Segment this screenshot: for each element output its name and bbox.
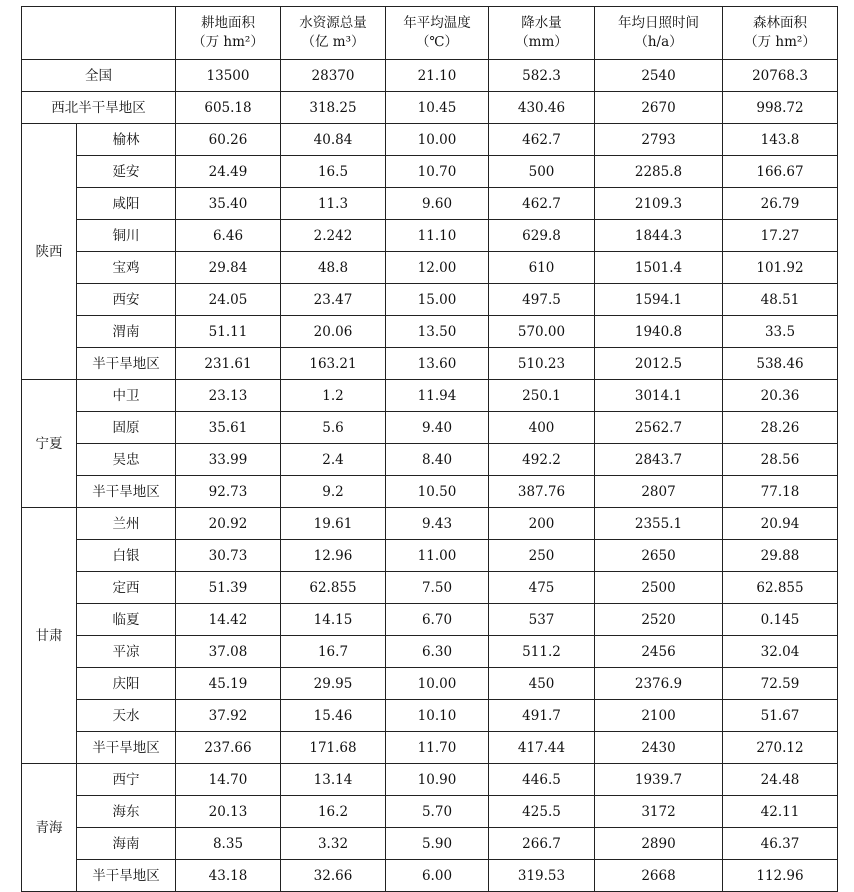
value-cell: 2520	[595, 604, 723, 636]
value-cell: 15.46	[281, 700, 386, 732]
table-header	[22, 7, 838, 60]
value-cell: 7.50	[386, 572, 489, 604]
value-cell: 14.70	[176, 764, 281, 796]
value-cell: 0.145	[723, 604, 838, 636]
header-name: 耕地面积	[201, 15, 255, 31]
value-cell: 2500	[595, 572, 723, 604]
table-row	[22, 508, 838, 540]
header-corner-cell	[22, 7, 176, 60]
table-row	[22, 604, 838, 636]
value-cell: 400	[489, 412, 595, 444]
value-cell: 10.00	[386, 124, 489, 156]
table-row	[22, 188, 838, 220]
value-cell: 1501.4	[595, 252, 723, 284]
region-cell: 半干旱地区	[77, 476, 176, 508]
value-cell: 35.40	[176, 188, 281, 220]
value-cell: 16.2	[281, 796, 386, 828]
value-cell: 270.12	[723, 732, 838, 764]
value-cell: 319.53	[489, 860, 595, 892]
value-cell: 500	[489, 156, 595, 188]
value-cell: 497.5	[489, 284, 595, 316]
value-cell: 2285.8	[595, 156, 723, 188]
value-cell: 237.66	[176, 732, 281, 764]
value-cell: 14.42	[176, 604, 281, 636]
value-cell: 33.5	[723, 316, 838, 348]
table-row	[22, 668, 838, 700]
value-cell: 2807	[595, 476, 723, 508]
region-cell: 半干旱地区	[77, 860, 176, 892]
header-cell	[176, 7, 281, 60]
value-cell: 112.96	[723, 860, 838, 892]
value-cell: 3014.1	[595, 380, 723, 412]
value-cell: 23.13	[176, 380, 281, 412]
region-cell: 中卫	[77, 380, 176, 412]
value-cell: 475	[489, 572, 595, 604]
value-cell: 48.51	[723, 284, 838, 316]
region-cell: 半干旱地区	[77, 732, 176, 764]
table-row	[22, 284, 838, 316]
value-cell: 2430	[595, 732, 723, 764]
header-cell	[489, 7, 595, 60]
data-table	[21, 6, 838, 892]
table-body	[22, 60, 838, 892]
value-cell: 28370	[281, 60, 386, 92]
value-cell: 13.50	[386, 316, 489, 348]
value-cell: 250	[489, 540, 595, 572]
value-cell: 1844.3	[595, 220, 723, 252]
header-name: 年平均温度	[403, 15, 471, 31]
value-cell: 62.855	[281, 572, 386, 604]
table-row	[22, 636, 838, 668]
value-cell: 2843.7	[595, 444, 723, 476]
value-cell: 12.00	[386, 252, 489, 284]
value-cell: 450	[489, 668, 595, 700]
value-cell: 20.92	[176, 508, 281, 540]
header-name: 水资源总量	[299, 15, 367, 31]
region-cell: 白银	[77, 540, 176, 572]
value-cell: 1.2	[281, 380, 386, 412]
region-cell: 吴忠	[77, 444, 176, 476]
value-cell: 2100	[595, 700, 723, 732]
value-cell: 537	[489, 604, 595, 636]
table-row	[22, 732, 838, 764]
region-cell: 宝鸡	[77, 252, 176, 284]
value-cell: 20.36	[723, 380, 838, 412]
value-cell: 610	[489, 252, 595, 284]
value-cell: 510.23	[489, 348, 595, 380]
value-cell: 11.10	[386, 220, 489, 252]
region-cell: 榆林	[77, 124, 176, 156]
value-cell: 24.05	[176, 284, 281, 316]
value-cell: 9.2	[281, 476, 386, 508]
header-unit: （h/a）	[634, 34, 683, 50]
value-cell: 51.39	[176, 572, 281, 604]
value-cell: 2012.5	[595, 348, 723, 380]
value-cell: 13.60	[386, 348, 489, 380]
header-cell	[595, 7, 723, 60]
value-cell: 16.7	[281, 636, 386, 668]
value-cell: 2650	[595, 540, 723, 572]
value-cell: 16.5	[281, 156, 386, 188]
value-cell: 231.61	[176, 348, 281, 380]
value-cell: 1594.1	[595, 284, 723, 316]
table-row	[22, 796, 838, 828]
table-row	[22, 156, 838, 188]
value-cell: 2.242	[281, 220, 386, 252]
value-cell: 492.2	[489, 444, 595, 476]
table-row	[22, 860, 838, 892]
region-cell: 海南	[77, 828, 176, 860]
value-cell: 13500	[176, 60, 281, 92]
value-cell: 200	[489, 508, 595, 540]
region-cell: 咸阳	[77, 188, 176, 220]
region-cell: 延安	[77, 156, 176, 188]
province-cell: 宁夏	[22, 380, 77, 508]
value-cell: 92.73	[176, 476, 281, 508]
value-cell: 35.61	[176, 412, 281, 444]
value-cell: 60.26	[176, 124, 281, 156]
value-cell: 266.7	[489, 828, 595, 860]
table-row	[22, 828, 838, 860]
value-cell: 2355.1	[595, 508, 723, 540]
value-cell: 30.73	[176, 540, 281, 572]
value-cell: 11.70	[386, 732, 489, 764]
value-cell: 46.37	[723, 828, 838, 860]
region-cell: 半干旱地区	[77, 348, 176, 380]
value-cell: 570.00	[489, 316, 595, 348]
region-cell: 临夏	[77, 604, 176, 636]
value-cell: 250.1	[489, 380, 595, 412]
value-cell: 998.72	[723, 92, 838, 124]
value-cell: 29.95	[281, 668, 386, 700]
value-cell: 6.00	[386, 860, 489, 892]
value-cell: 2793	[595, 124, 723, 156]
value-cell: 582.3	[489, 60, 595, 92]
value-cell: 21.10	[386, 60, 489, 92]
value-cell: 1939.7	[595, 764, 723, 796]
value-cell: 20.06	[281, 316, 386, 348]
value-cell: 11.3	[281, 188, 386, 220]
value-cell: 143.8	[723, 124, 838, 156]
value-cell: 20768.3	[723, 60, 838, 92]
table-row	[22, 764, 838, 796]
header-unit: （万 hm²）	[744, 34, 816, 50]
value-cell: 20.13	[176, 796, 281, 828]
value-cell: 19.61	[281, 508, 386, 540]
region-cell: 平凉	[77, 636, 176, 668]
header-name: 森林面积	[753, 15, 807, 31]
value-cell: 51.67	[723, 700, 838, 732]
value-cell: 2668	[595, 860, 723, 892]
value-cell: 29.88	[723, 540, 838, 572]
header-row	[22, 7, 838, 60]
value-cell: 17.27	[723, 220, 838, 252]
header-name: 降水量	[521, 15, 562, 31]
value-cell: 2456	[595, 636, 723, 668]
province-cell: 青海	[22, 764, 77, 892]
value-cell: 2540	[595, 60, 723, 92]
value-cell: 72.59	[723, 668, 838, 700]
value-cell: 462.7	[489, 124, 595, 156]
table-row	[22, 444, 838, 476]
value-cell: 23.47	[281, 284, 386, 316]
region-cell: 兰州	[77, 508, 176, 540]
table-row	[22, 700, 838, 732]
header-name: 年均日照时间	[618, 15, 699, 31]
value-cell: 40.84	[281, 124, 386, 156]
value-cell: 24.49	[176, 156, 281, 188]
value-cell: 10.10	[386, 700, 489, 732]
value-cell: 11.00	[386, 540, 489, 572]
table-row	[22, 380, 838, 412]
value-cell: 13.14	[281, 764, 386, 796]
region-cell: 铜川	[77, 220, 176, 252]
value-cell: 491.7	[489, 700, 595, 732]
table-row	[22, 348, 838, 380]
value-cell: 29.84	[176, 252, 281, 284]
value-cell: 77.18	[723, 476, 838, 508]
value-cell: 6.30	[386, 636, 489, 668]
value-cell: 33.99	[176, 444, 281, 476]
table-row	[22, 540, 838, 572]
value-cell: 9.40	[386, 412, 489, 444]
header-unit: （万 hm²）	[192, 34, 264, 50]
value-cell: 5.70	[386, 796, 489, 828]
value-cell: 2890	[595, 828, 723, 860]
summary-row	[22, 92, 838, 124]
value-cell: 3.32	[281, 828, 386, 860]
value-cell: 10.70	[386, 156, 489, 188]
table-row	[22, 572, 838, 604]
value-cell: 3172	[595, 796, 723, 828]
header-unit: （℃）	[415, 34, 459, 50]
value-cell: 28.26	[723, 412, 838, 444]
table-row	[22, 252, 838, 284]
summary-label-cell: 西北半干旱地区	[22, 92, 176, 124]
region-cell: 海东	[77, 796, 176, 828]
value-cell: 387.76	[489, 476, 595, 508]
province-cell: 甘肃	[22, 508, 77, 764]
value-cell: 6.46	[176, 220, 281, 252]
value-cell: 10.00	[386, 668, 489, 700]
value-cell: 629.8	[489, 220, 595, 252]
value-cell: 163.21	[281, 348, 386, 380]
table-row	[22, 124, 838, 156]
value-cell: 15.00	[386, 284, 489, 316]
value-cell: 37.08	[176, 636, 281, 668]
region-cell: 渭南	[77, 316, 176, 348]
value-cell: 62.855	[723, 572, 838, 604]
value-cell: 32.66	[281, 860, 386, 892]
value-cell: 1940.8	[595, 316, 723, 348]
value-cell: 8.40	[386, 444, 489, 476]
value-cell: 43.18	[176, 860, 281, 892]
value-cell: 48.8	[281, 252, 386, 284]
table-row	[22, 220, 838, 252]
value-cell: 28.56	[723, 444, 838, 476]
value-cell: 318.25	[281, 92, 386, 124]
value-cell: 5.6	[281, 412, 386, 444]
header-cell	[723, 7, 838, 60]
value-cell: 26.79	[723, 188, 838, 220]
region-cell: 庆阳	[77, 668, 176, 700]
value-cell: 2.4	[281, 444, 386, 476]
header-unit: （亿 m³）	[301, 34, 365, 50]
value-cell: 10.45	[386, 92, 489, 124]
value-cell: 42.11	[723, 796, 838, 828]
region-cell: 固原	[77, 412, 176, 444]
value-cell: 605.18	[176, 92, 281, 124]
value-cell: 446.5	[489, 764, 595, 796]
header-cell	[281, 7, 386, 60]
value-cell: 32.04	[723, 636, 838, 668]
value-cell: 101.92	[723, 252, 838, 284]
value-cell: 10.90	[386, 764, 489, 796]
value-cell: 9.60	[386, 188, 489, 220]
summary-label-cell: 全国	[22, 60, 176, 92]
region-cell: 天水	[77, 700, 176, 732]
value-cell: 166.67	[723, 156, 838, 188]
value-cell: 11.94	[386, 380, 489, 412]
value-cell: 8.35	[176, 828, 281, 860]
value-cell: 24.48	[723, 764, 838, 796]
region-cell: 定西	[77, 572, 176, 604]
value-cell: 2376.9	[595, 668, 723, 700]
value-cell: 45.19	[176, 668, 281, 700]
value-cell: 417.44	[489, 732, 595, 764]
table-row	[22, 316, 838, 348]
value-cell: 10.50	[386, 476, 489, 508]
value-cell: 14.15	[281, 604, 386, 636]
header-unit: （mm）	[515, 34, 568, 50]
value-cell: 12.96	[281, 540, 386, 572]
region-cell: 西宁	[77, 764, 176, 796]
value-cell: 5.90	[386, 828, 489, 860]
value-cell: 171.68	[281, 732, 386, 764]
province-cell: 陕西	[22, 124, 77, 380]
value-cell: 51.11	[176, 316, 281, 348]
value-cell: 425.5	[489, 796, 595, 828]
value-cell: 9.43	[386, 508, 489, 540]
value-cell: 2109.3	[595, 188, 723, 220]
table-row	[22, 476, 838, 508]
value-cell: 462.7	[489, 188, 595, 220]
region-cell: 西安	[77, 284, 176, 316]
value-cell: 2670	[595, 92, 723, 124]
value-cell: 511.2	[489, 636, 595, 668]
value-cell: 20.94	[723, 508, 838, 540]
value-cell: 538.46	[723, 348, 838, 380]
table-row	[22, 412, 838, 444]
value-cell: 6.70	[386, 604, 489, 636]
value-cell: 2562.7	[595, 412, 723, 444]
value-cell: 37.92	[176, 700, 281, 732]
value-cell: 430.46	[489, 92, 595, 124]
header-cell	[386, 7, 489, 60]
summary-row	[22, 60, 838, 92]
